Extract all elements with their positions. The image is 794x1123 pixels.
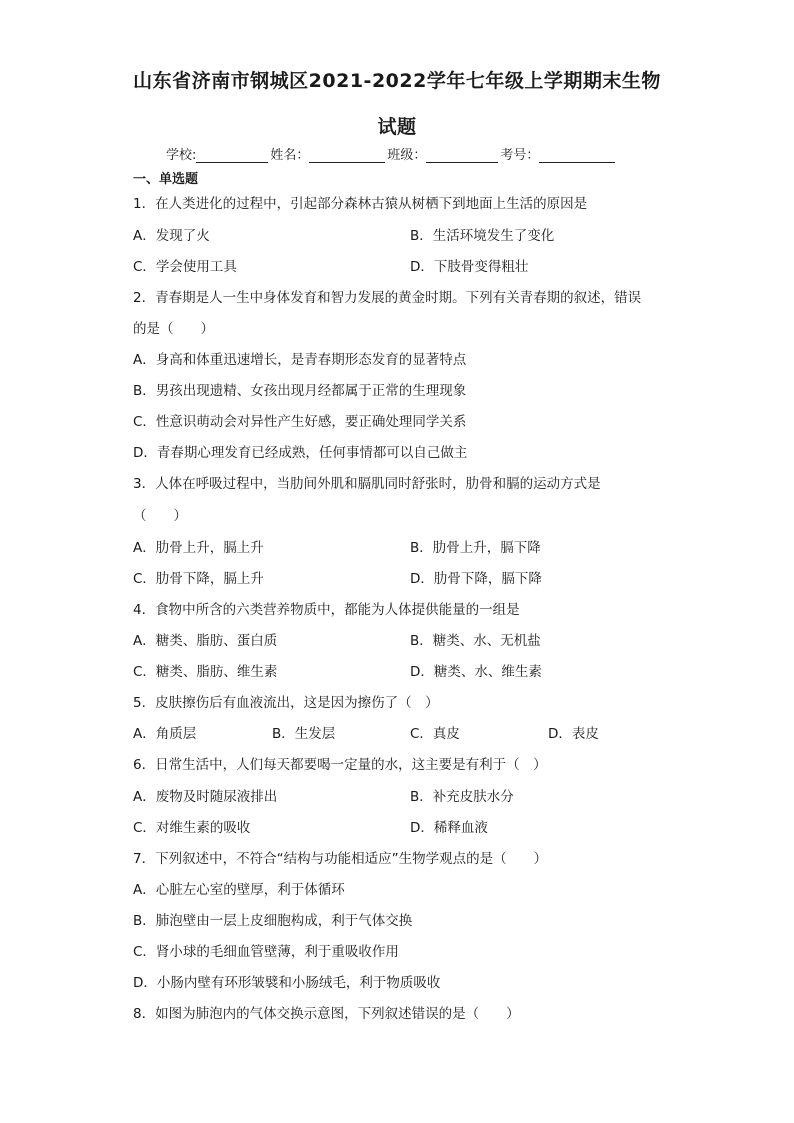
question-5-option-d[interactable]: D．表皮 [548, 726, 599, 742]
question-6-option-b[interactable]: B．补充皮肤水分 [410, 789, 514, 805]
question-2-option-a[interactable]: A．身高和体重迅速增长，是青春期形态发育的显著特点 [133, 352, 467, 368]
question-1-option-c[interactable]: C．学会使用工具 [133, 259, 237, 275]
question-3-option-a[interactable]: A．肋骨上升，膈上升 [133, 540, 264, 556]
question-6-option-d[interactable]: D．稀释血液 [410, 820, 488, 836]
question-2-option-c[interactable]: C．性意识萌动会对异性产生好感，要正确处理同学关系 [133, 414, 467, 430]
question-1-option-a[interactable]: A．发现了火 [133, 228, 210, 244]
question-3-option-d[interactable]: D．肋骨下降，膈下降 [410, 571, 542, 587]
question-6-option-a[interactable]: A．废物及时随尿液排出 [133, 789, 278, 805]
exam-number-blank[interactable] [539, 148, 615, 163]
exam-number-label: 考号： [500, 148, 540, 163]
question-4-option-b[interactable]: B．糖类、水、无机盐 [410, 633, 541, 649]
class-label: 班级： [387, 148, 427, 163]
question-7-option-d[interactable]: D．小肠内壁有环形皱襞和小肠绒毛，利于物质吸收 [133, 975, 441, 991]
question-5-option-c[interactable]: C．真皮 [410, 726, 460, 742]
question-1-stem: 1．在人类进化的过程中，引起部分森林古猿从树栖下到地面上生活的原因是 [133, 196, 588, 212]
question-2-stem: 2．青春期是人一生中身体发育和智力发展的黄金时期。下列有关青春期的叙述，错误 [133, 290, 642, 306]
question-7-option-c[interactable]: C．肾小球的毛细血管壁薄，利于重吸收作用 [133, 944, 399, 960]
school-label: 学校: [166, 148, 197, 163]
question-3-option-b[interactable]: B．肋骨上升，膈下降 [410, 540, 541, 556]
question-4-stem: 4．食物中所含的六类营养物质中，都能为人体提供能量的一组是 [133, 602, 520, 618]
question-5-option-a[interactable]: A．角质层 [133, 726, 197, 742]
question-3-stem-continued: （ ） [133, 508, 187, 524]
student-info-row [166, 144, 617, 163]
question-2-option-b[interactable]: B．男孩出现遗精、女孩出现月经都属于正常的生理现象 [133, 383, 467, 399]
question-7-option-a[interactable]: A．心脏左心室的壁厚，利于体循环 [133, 882, 345, 898]
question-2-option-d[interactable]: D．青春期心理发育已经成熟，任何事情都可以自己做主 [133, 445, 468, 461]
name-label: 姓名： [270, 148, 310, 163]
question-2-stem-continued: 的是（ ） [133, 321, 214, 337]
question-5-stem: 5．皮肤擦伤后有血液流出，这是因为擦伤了（ ） [133, 695, 439, 711]
question-6-option-c[interactable]: C．对维生素的吸收 [133, 820, 251, 836]
section-heading: 一、单选题 [133, 172, 199, 187]
question-5-option-b[interactable]: B．生发层 [272, 726, 336, 742]
question-4-option-d[interactable]: D．糖类、水、维生素 [410, 664, 542, 680]
name-blank[interactable] [309, 148, 385, 163]
question-1-option-b[interactable]: B．生活环境发生了变化 [410, 228, 555, 244]
question-3-stem: 3．人体在呼吸过程中，当肋间外肌和膈肌同时舒张时，肋骨和膈的运动方式是 [133, 476, 601, 492]
question-4-option-a[interactable]: A．糖类、脂肪、蛋白质 [133, 633, 278, 649]
question-6-stem: 6．日常生活中，人们每天都要喝一定量的水，这主要是有利于（ ） [133, 757, 547, 773]
question-8-stem: 8．如图为肺泡内的气体交换示意图，下列叙述错误的是（ ） [133, 1006, 520, 1022]
question-1-option-d[interactable]: D．下肢骨变得粗壮 [410, 259, 529, 275]
question-3-option-c[interactable]: C．肋骨下降，膈上升 [133, 571, 264, 587]
question-7-option-b[interactable]: B．肺泡壁由一层上皮细胞构成，利于气体交换 [133, 913, 413, 929]
page-title-continued: 试题 [377, 116, 417, 138]
class-blank[interactable] [426, 148, 498, 163]
question-4-option-c[interactable]: C．糖类、脂肪、维生素 [133, 664, 278, 680]
school-blank[interactable] [196, 148, 268, 163]
question-7-stem: 7．下列叙述中，不符合“结构与功能相适应”生物学观点的是（ ） [133, 851, 548, 867]
page-title: 山东省济南市钢城区2021-2022学年七年级上学期期末生物 [133, 70, 661, 92]
